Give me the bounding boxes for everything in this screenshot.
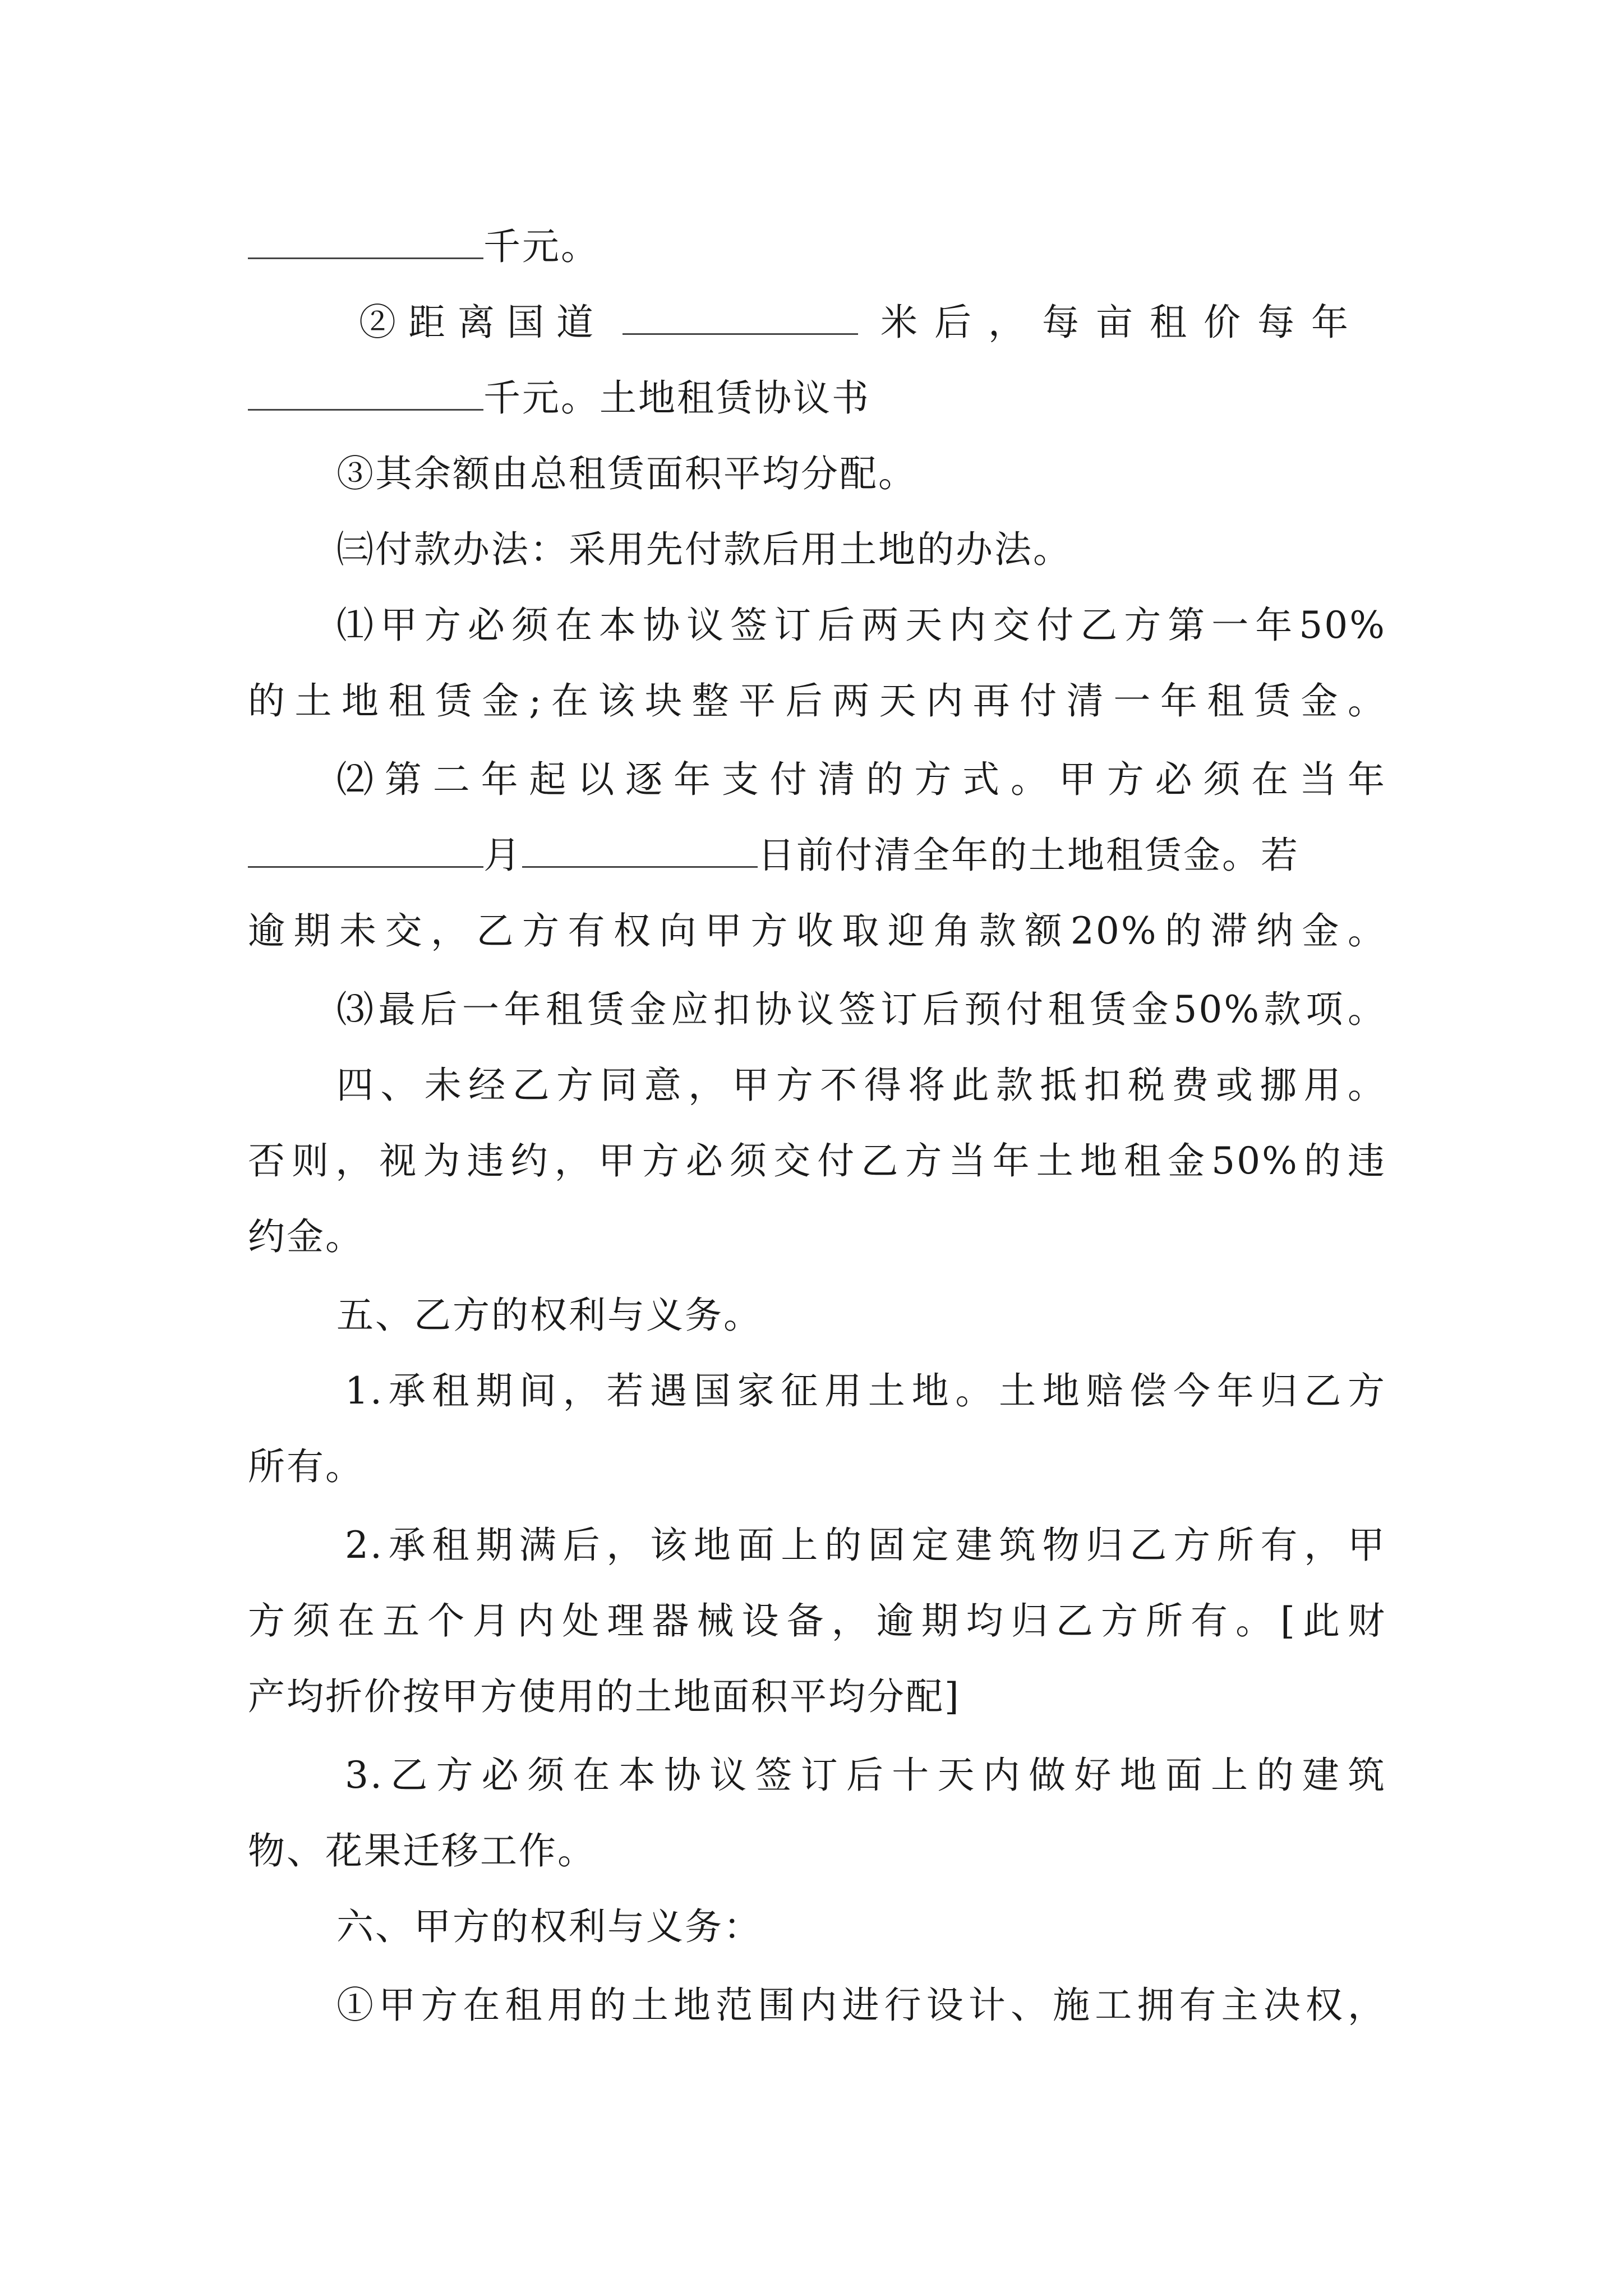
text-line: 所有。 xyxy=(248,1445,364,1488)
text-line: 方须在五个月内处理器械设备，逾期均归乙方所有。[此财 xyxy=(248,1599,1386,1642)
text-line xyxy=(248,822,1386,889)
text-fragment: 月 xyxy=(483,834,522,877)
text-fragment: 日前付清全年的土地租赁金。若 xyxy=(758,834,1299,877)
fill-in-blank[interactable] xyxy=(248,834,483,868)
text-line: 六、甲方的权利与义务： xyxy=(336,1905,762,1948)
text-line: ①甲方在租用的土地范围内进行设计、施工拥有主决权， xyxy=(336,1984,1386,2027)
text-line: ⑵第二年起以逐年支付清的方式。甲方必须在当年 xyxy=(336,758,1386,801)
text-fragment: 米后，每亩租价每年 xyxy=(880,301,1365,344)
text-line: 否则，视为违约，甲方必须交付乙方当年土地租金50%的违 xyxy=(248,1139,1386,1182)
text-line: 的土地租赁金;在该块整平后两天内再付清一年租赁金。 xyxy=(248,679,1386,723)
text-line: ③其余额由总租赁面积平均分配。 xyxy=(336,452,917,495)
text-line: 3.乙方必须在本协议签订后十天内做好地面上的建筑 xyxy=(345,1754,1386,1797)
text-line: 四、未经乙方同意，甲方不得将此款抵扣税费或挪用。 xyxy=(336,1064,1386,1107)
text-fragment: 千元。土地租赁协议书 xyxy=(483,376,870,420)
text-line: 五、乙方的权利与义务。 xyxy=(336,1294,762,1337)
fill-in-blank[interactable] xyxy=(522,834,758,868)
text-line: ㈢付款办法：采用先付款后用土地的办法。 xyxy=(336,528,1072,571)
text-line xyxy=(248,365,1386,432)
text-line: ⑴甲方必须在本协议签订后两天内交付乙方第一年50% xyxy=(336,604,1386,647)
text-fragment: ②距离国道 xyxy=(359,301,606,344)
text-line xyxy=(248,213,1386,280)
text-line: 逾期未交，乙方有权向甲方收取迎角款额20%的滞纳金。 xyxy=(248,909,1386,953)
text-fragment: 千元。 xyxy=(483,225,600,268)
fill-in-blank[interactable] xyxy=(248,225,483,259)
text-line: ⑶最后一年租赁金应扣协议签订后预付租赁金50%款项。 xyxy=(336,988,1386,1031)
text-line: 2.承租期满后，该地面上的固定建筑物归乙方所有，甲 xyxy=(345,1524,1386,1567)
text-line: 产均折价按甲方使用的土地面积平均分配] xyxy=(248,1675,961,1718)
fill-in-blank[interactable] xyxy=(248,376,483,411)
fill-in-blank[interactable] xyxy=(623,301,858,335)
text-line xyxy=(359,289,1386,356)
text-line: 约金。 xyxy=(248,1215,364,1258)
text-line: 物、花果迁移工作。 xyxy=(248,1829,596,1872)
text-line: 1.承租期间，若遇国家征用土地。土地赔偿今年归乙方 xyxy=(345,1369,1386,1412)
